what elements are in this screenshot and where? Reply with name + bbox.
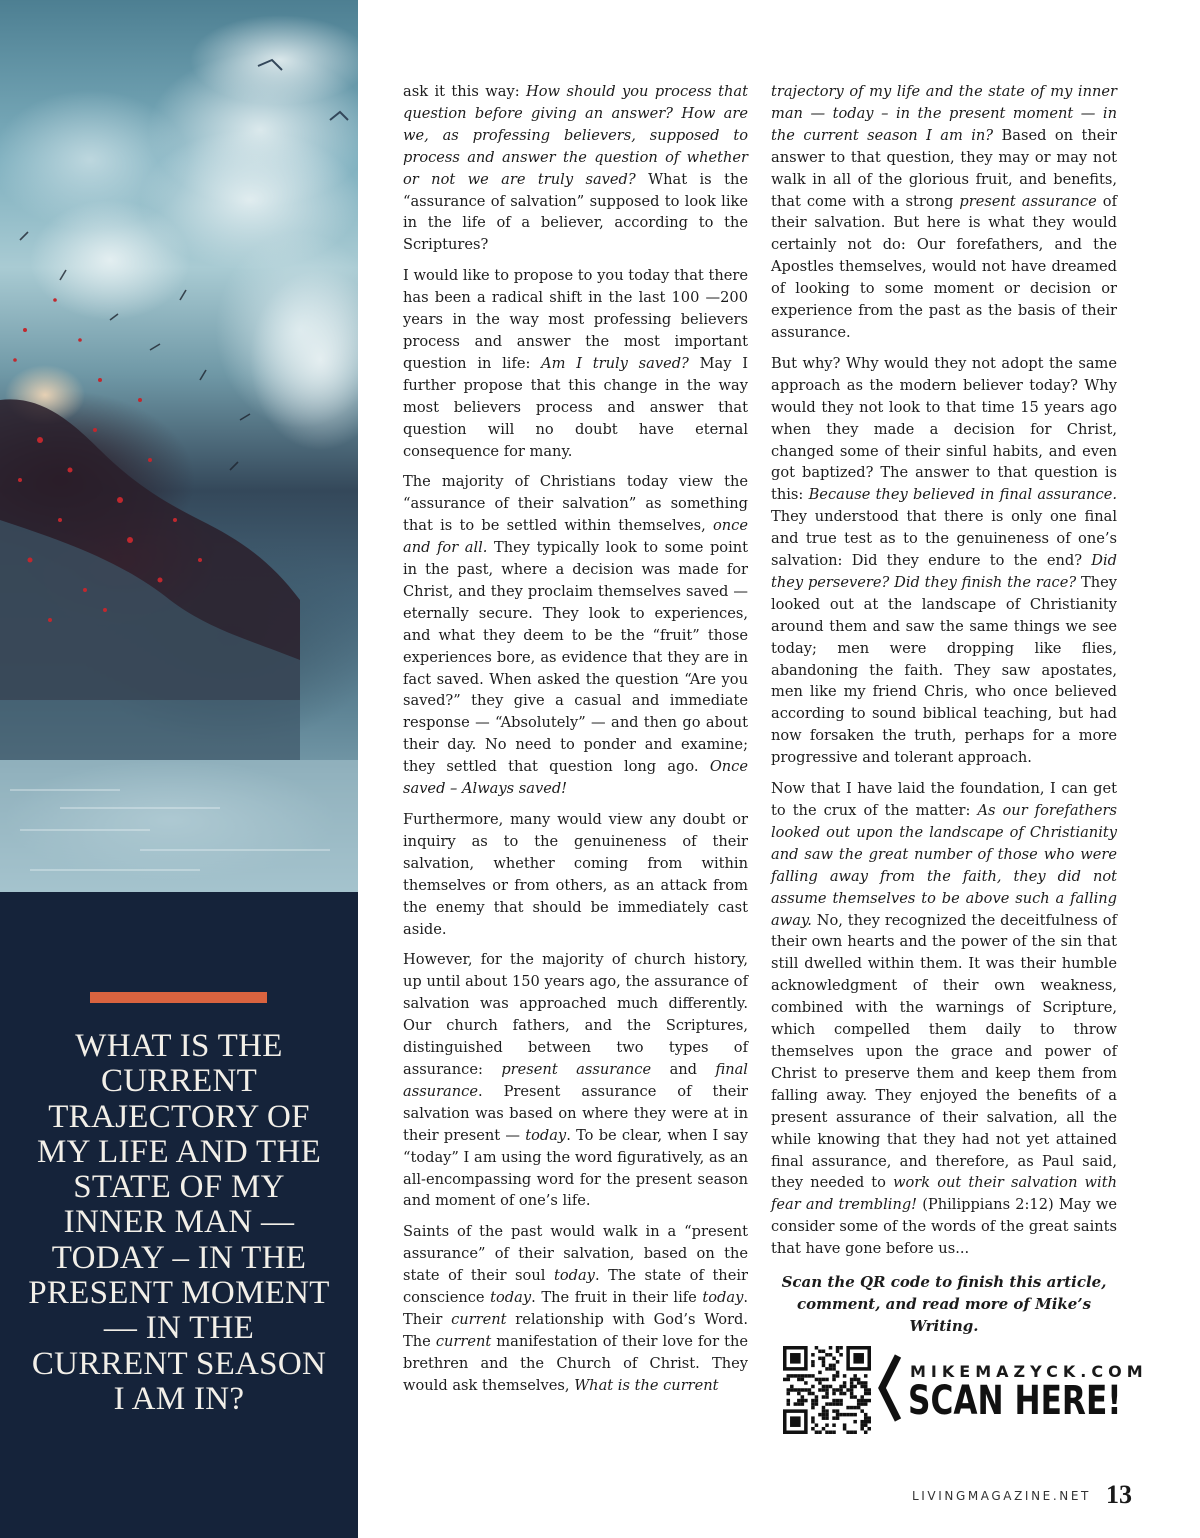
paragraph-text: They typically look to some point in the past, where a decision was made for Christ, and they proclaim themselves saved — eternally secure. They look to experiences, and what they deem to be the “fruit” those experiences bore, as evidence that they are in fact saved. When asked the question “Are you saved?” they give a casual and immediate response — “Absolutely” — and then go about their day. No need to ponder and examine; they settled that question long ago.: [403, 539, 749, 776]
article-paragraph: [403, 81, 748, 256]
paragraph-text: What is the “assurance of salvation” supposed to look like in the life of a believer, according to the Scriptures?: [403, 170, 748, 254]
paragraph-text: But why? Why would they not adopt the same approach as the modern believer today? Why would they not look to that time 15 years ago when they made a decision for Christ, changed some of their sinful habits, and even got baptized? The answer to that question is this:: [771, 354, 1117, 504]
page-number: 13: [1106, 1480, 1132, 1509]
qr-code-icon[interactable]: [783, 1346, 871, 1434]
paragraph-emphasis: What is the current: [574, 1376, 719, 1394]
paragraph-text: and: [651, 1060, 716, 1078]
paragraph-text: relationship with God’s Word. The: [403, 1310, 748, 1350]
article-column-left: [403, 81, 748, 1406]
paragraph-emphasis: final assurance: [403, 1060, 748, 1100]
paragraph-emphasis: trajectory of my life and the state of my inner man — today – in the present moment — in the current season I am in?: [771, 83, 1117, 144]
paragraph-text: . To be clear, when I say “today” I am using the word figuratively, as an all-encompassing word for the present season and moment of one’s life.: [403, 1126, 748, 1210]
paragraph-emphasis: present assurance: [501, 1060, 652, 1078]
article-paragraph: [771, 353, 1117, 769]
paragraph-text: manifestation of their love for the brethren and the Church of Christ. They would ask themselves,: [403, 1332, 748, 1394]
article-column-right: [771, 81, 1117, 1269]
paragraph-emphasis: Once saved – Always saved!: [403, 758, 748, 798]
pull-quote-panel: [0, 892, 358, 1538]
paragraph-text: . Their: [403, 1289, 748, 1328]
paragraph-text: (Philippians 2:12) May we consider some of the words of the great saints that have gone before us...: [771, 1196, 1117, 1258]
article-paragraph: [403, 1221, 748, 1396]
paragraph-text: They understood that there is only one final and true test as to the genuineness of one’s salvation: Did they endure to the end?: [771, 508, 1117, 570]
paragraph-text: However, for the majority of church history, up until about 150 years ago, the assurance of salvation was approached much differently. Our church fathers, and the Scriptures, distinguished between two types of assurance:: [403, 951, 748, 1078]
artwork-illustration: [0, 0, 358, 892]
paragraph-text: They looked out at the landscape of Christianity around them and saw the same things we see today; men were dropping like flies, abandoning the faith. They saw apostates, men like my friend Chris, who once believed according to sound biblical teaching, but had now forsaken the truth, perhaps for a more progressive and tolerant approach.: [771, 573, 1117, 767]
article-paragraph: [771, 778, 1117, 1260]
accent-bar: [90, 992, 267, 1003]
article-paragraph: [403, 265, 748, 462]
article-paragraph: [771, 81, 1117, 344]
paragraph-emphasis: today: [553, 1267, 595, 1285]
paragraph-text: Now that I have laid the foundation, I can get to the crux of the matter:: [771, 780, 1117, 819]
scan-here-label: SCAN HERE!: [908, 1378, 1122, 1424]
article-paragraph: [403, 471, 748, 800]
paragraph-text: of their salvation. But here is what they would certainly not do: Our forefathers, and the Apostles themselves, would not have dreamed of looking to some moment or decision or experience from the past as the basis of their assurance.: [771, 192, 1117, 341]
article-paragraph: [403, 949, 748, 1212]
paragraph-text: The majority of Christians today view the “assurance of their salvation” as something that is to be settled within themselves,: [403, 473, 748, 535]
paragraph-emphasis: present assurance: [959, 192, 1097, 210]
paragraph-text: I would like to propose to you today that there has been a radical shift in the last 100 —200 years in the way most professing believers process and answer the most important question in life:: [403, 267, 748, 372]
paragraph-text: Furthermore, many would view any doubt or inquiry as to the genuineness of their salvation, whether coming from within themselves or from others, as an attack from the enemy that should be immediately cast aside.: [403, 811, 748, 938]
paragraph-text: ask it this way:: [403, 83, 527, 100]
paragraph-emphasis: Did they persevere? Did they finish the race?: [771, 552, 1117, 591]
cover-artwork: [0, 0, 358, 892]
paragraph-emphasis: today: [490, 1289, 532, 1307]
paragraph-emphasis: How should you process that question before giving an answer? How are we, as professing believers, supposed to process and answer the question of whether or not we are truly saved?: [403, 83, 748, 188]
paragraph-emphasis: work out their salvation with fear and trembling!: [771, 1174, 1117, 1214]
paragraph-emphasis: Am I truly saved?: [541, 354, 689, 372]
paragraph-emphasis: today: [525, 1126, 567, 1144]
chevron-left-icon: [874, 1352, 904, 1424]
paragraph-text: May I further propose that this change in the way most believers process and answer that question will no doubt have eternal consequence for many.: [403, 354, 748, 460]
paragraph-text: . Present assurance of their salvation was based on where they were at in their present —: [403, 1082, 748, 1144]
footer-magazine-site: LIVINGMAGAZINE.NET: [912, 1489, 1091, 1503]
paragraph-text: . The fruit in their life: [531, 1289, 703, 1307]
paragraph-text: No, they recognized the deceitfulness of their own hearts and the power of the sin that still dwelled within them. It was their humble acknowledgment of their own weakness, combined with the warnings of Scripture, which compelled them daily to throw themselves upon the grace and power of Christ to preserve them and keep them from falling away. They enjoyed the benefits of a present assurance of their salvation, all the while knowing that they had not yet attained final assurance, and therefore, as Paul said, they needed to: [771, 911, 1117, 1192]
qr-call-to-action: [771, 1271, 1117, 1337]
cta-line-2: comment, and read more of Mike’s Writing.: [796, 1295, 1092, 1335]
paragraph-emphasis: As our forefathers looked out upon the landscape of Christianity and saw the great number of those who were falling away from the faith, they did not assume themselves to be above such a falling away.: [771, 802, 1117, 929]
paragraph-emphasis: Because they believed in final assurance.: [808, 486, 1117, 504]
paragraph-text: Saints of the past would walk in a “present assurance” of their salvation, based on the state of their soul: [403, 1223, 748, 1285]
pull-quote: WHAT IS THE CURRENT TRAJECTORY OF MY LIFE AND THE STATE OF MY INNER MAN — TODAY – IN THE PRESENT MOMENT — IN THE CURRENT SEASON I AM IN?: [28, 1028, 330, 1417]
paragraph-text: . The state of their conscience: [403, 1267, 748, 1307]
paragraph-emphasis: once and for all.: [403, 517, 748, 557]
cta-line-1: Scan the QR code to finish this article,: [781, 1273, 1107, 1291]
paragraph-emphasis: current: [451, 1310, 507, 1328]
author-site-url[interactable]: MIKEMAZYCK.COM: [910, 1362, 1148, 1381]
paragraph-emphasis: current: [435, 1332, 492, 1350]
article-paragraph: [403, 809, 748, 940]
paragraph-text: Based on their answer to that question, they may or may not walk in all of the glorious fruit, and benefits, that come with a strong: [771, 126, 1118, 210]
paragraph-emphasis: today: [702, 1289, 744, 1307]
